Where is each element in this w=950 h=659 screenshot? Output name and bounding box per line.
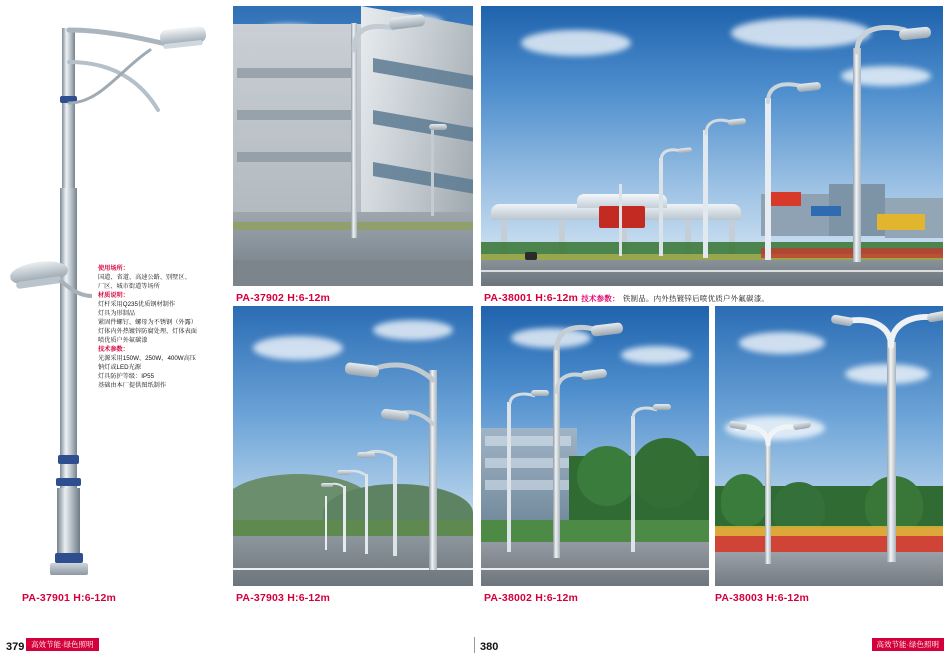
page-number-right: 380 [480, 641, 499, 653]
spec-use-title: 使用场所： [98, 265, 129, 272]
photo-panel-pa-38003 [715, 306, 943, 586]
footer-banner-left: 高效节能·绿色照明 [26, 638, 99, 651]
spec-material-line-0: 灯杆采用Q235优质钢材制作 [98, 300, 176, 308]
left-product-panel [0, 0, 228, 630]
photo-panel-pa-37902 [233, 6, 473, 286]
photo-pa-38003 [715, 306, 943, 586]
caption-pa-38002: PA-38002 H:6-12m [484, 592, 579, 604]
spec-material-line-1: 灯具为形制品 [98, 309, 136, 317]
footer-divider [474, 637, 475, 653]
photo-pa-37902 [233, 6, 473, 286]
photo-panel-pa-37903 [233, 306, 473, 586]
caption-pa-37902: PA-37902 H:6-12m [236, 292, 331, 304]
caption-pa-37901: PA-37901 H:6-12m [22, 592, 117, 604]
tech-desc-pa-38001: 铁制品。内外热镀锌后喷优质户外氟碳漆。 [622, 294, 770, 303]
spec-tech-line-2: 灯具防护等级：IP55 [98, 372, 155, 380]
spec-use-line-1: 厂区、城市街道等场所 [98, 282, 160, 290]
spec-material-title: 材质说明： [98, 291, 129, 299]
caption-pa-37903: PA-37903 H:6-12m [236, 592, 331, 604]
spec-tech-line-0: 光源采用150W、250W、400W高压 [98, 354, 196, 362]
spec-use-line-0: 国道、省道、高速公路、别墅区、 [98, 273, 191, 281]
photo-pa-38002 [481, 306, 709, 586]
spec-material-line-4: 喷优质户外氟碳漆 [98, 336, 148, 344]
caption-pa-38003: PA-38003 H:6-12m [715, 592, 810, 604]
photo-pa-38001 [481, 6, 943, 286]
tech-label-pa-38001: 技术参数： [581, 294, 620, 303]
page-number-left: 379 [6, 641, 25, 653]
spec-tech-title: 技术参数： [98, 345, 129, 353]
spec-block [98, 265, 223, 391]
spec-tech-line-1: 钠灯或LED光源 [98, 363, 141, 371]
spec-material-line-3: 灯体内外热镀锌防腐处理、灯体表面 [98, 327, 197, 335]
photo-pa-37903 [233, 306, 473, 586]
spec-material-line-2: 紧固件螺钉、螺母为不锈钢（外露） [98, 318, 197, 326]
photo-panel-pa-38002 [481, 306, 709, 586]
footer-banner-right: 高效节能·绿色照明 [872, 638, 945, 651]
caption-pa-38001: PA-38001 H:6-12m 技术参数： 铁制品。内外热镀锌后喷优质户外氟碳漆。 [484, 292, 770, 304]
photo-panel-pa-38001 [481, 6, 943, 286]
spec-tech-line-3: 基础由本厂提供图纸制作 [98, 381, 167, 389]
page-footer [0, 630, 950, 659]
